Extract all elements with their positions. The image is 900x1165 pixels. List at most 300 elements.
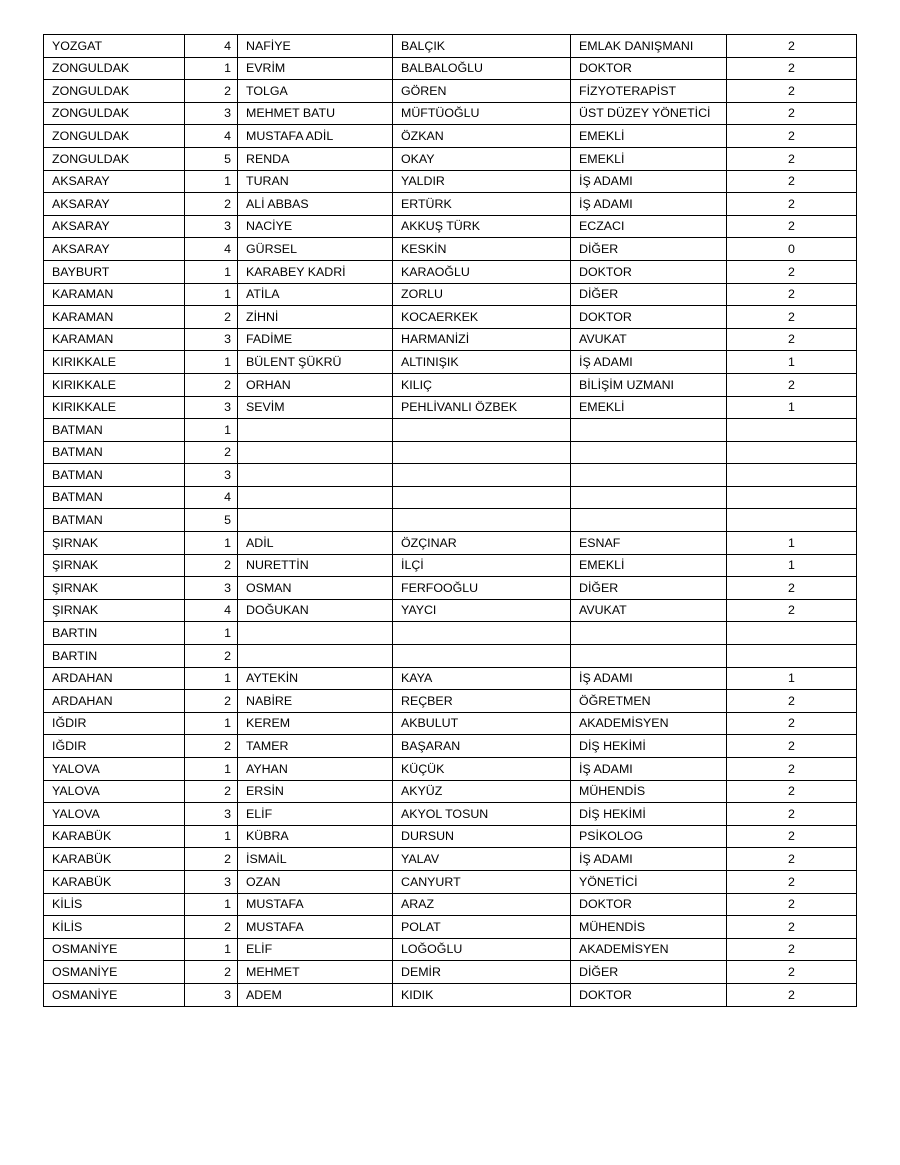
table-row — [44, 419, 857, 442]
table-row — [44, 215, 857, 238]
first-name-cell: NACİYE — [238, 215, 393, 238]
profession-cell: DOKTOR — [571, 57, 727, 80]
profession-cell: ECZACI — [571, 215, 727, 238]
value-cell: 1 — [727, 532, 857, 555]
last-name-cell: CANYURT — [393, 870, 571, 893]
first-name-cell: NAFİYE — [238, 35, 393, 58]
rank-cell: 2 — [185, 848, 238, 871]
last-name-cell — [393, 441, 571, 464]
table-row — [44, 464, 857, 487]
profession-cell: DİĞER — [571, 283, 727, 306]
first-name-cell: ELİF — [238, 803, 393, 826]
table-row — [44, 622, 857, 645]
first-name-cell — [238, 419, 393, 442]
table-row — [44, 351, 857, 374]
value-cell: 2 — [727, 735, 857, 758]
province-cell: YALOVA — [44, 803, 185, 826]
first-name-cell: TOLGA — [238, 80, 393, 103]
first-name-cell: OSMAN — [238, 577, 393, 600]
value-cell: 2 — [727, 57, 857, 80]
profession-cell: EMEKLİ — [571, 554, 727, 577]
province-cell: OSMANİYE — [44, 983, 185, 1006]
rank-cell: 5 — [185, 509, 238, 532]
province-cell: AKSARAY — [44, 238, 185, 261]
profession-cell: İŞ ADAMI — [571, 758, 727, 781]
first-name-cell — [238, 645, 393, 668]
table-row — [44, 328, 857, 351]
last-name-cell: BALBALOĞLU — [393, 57, 571, 80]
table-row — [44, 306, 857, 329]
profession-cell: ÖĞRETMEN — [571, 690, 727, 713]
value-cell: 0 — [727, 238, 857, 261]
last-name-cell: AKKUŞ TÜRK — [393, 215, 571, 238]
rank-cell: 2 — [185, 780, 238, 803]
rank-cell: 1 — [185, 938, 238, 961]
last-name-cell: BAŞARAN — [393, 735, 571, 758]
profession-cell — [571, 486, 727, 509]
table-row — [44, 554, 857, 577]
candidate-table — [43, 34, 857, 1007]
province-cell: ZONGULDAK — [44, 147, 185, 170]
province-cell: BATMAN — [44, 486, 185, 509]
province-cell: KARAMAN — [44, 283, 185, 306]
rank-cell: 3 — [185, 328, 238, 351]
profession-cell: İŞ ADAMI — [571, 848, 727, 871]
table-body — [44, 35, 857, 1007]
province-cell: KARAMAN — [44, 328, 185, 351]
profession-cell — [571, 441, 727, 464]
first-name-cell: EVRİM — [238, 57, 393, 80]
rank-cell: 1 — [185, 893, 238, 916]
value-cell — [727, 464, 857, 487]
rank-cell: 2 — [185, 961, 238, 984]
last-name-cell: LOĞOĞLU — [393, 938, 571, 961]
last-name-cell: KOCAERKEK — [393, 306, 571, 329]
rank-cell: 1 — [185, 758, 238, 781]
value-cell: 2 — [727, 599, 857, 622]
last-name-cell: KÜÇÜK — [393, 758, 571, 781]
profession-cell: EMEKLİ — [571, 147, 727, 170]
last-name-cell: ERTÜRK — [393, 193, 571, 216]
rank-cell: 2 — [185, 554, 238, 577]
profession-cell: PSİKOLOG — [571, 825, 727, 848]
last-name-cell: KAYA — [393, 667, 571, 690]
rank-cell: 4 — [185, 599, 238, 622]
rank-cell: 4 — [185, 486, 238, 509]
value-cell: 2 — [727, 893, 857, 916]
rank-cell: 4 — [185, 35, 238, 58]
first-name-cell: ELİF — [238, 938, 393, 961]
table-row — [44, 193, 857, 216]
province-cell: OSMANİYE — [44, 961, 185, 984]
table-row — [44, 577, 857, 600]
rank-cell: 2 — [185, 645, 238, 668]
first-name-cell: AYHAN — [238, 758, 393, 781]
rank-cell: 3 — [185, 464, 238, 487]
province-cell: ŞIRNAK — [44, 599, 185, 622]
last-name-cell: AKYÜZ — [393, 780, 571, 803]
last-name-cell: MÜFTÜOĞLU — [393, 102, 571, 125]
value-cell: 2 — [727, 35, 857, 58]
last-name-cell: İLÇİ — [393, 554, 571, 577]
first-name-cell: TAMER — [238, 735, 393, 758]
rank-cell: 2 — [185, 373, 238, 396]
table-row — [44, 125, 857, 148]
table-row — [44, 780, 857, 803]
value-cell: 1 — [727, 351, 857, 374]
value-cell: 2 — [727, 983, 857, 1006]
profession-cell: AVUKAT — [571, 599, 727, 622]
value-cell: 2 — [727, 193, 857, 216]
first-name-cell: ORHAN — [238, 373, 393, 396]
first-name-cell: NABİRE — [238, 690, 393, 713]
first-name-cell: TURAN — [238, 170, 393, 193]
rank-cell: 1 — [185, 283, 238, 306]
profession-cell: YÖNETİCİ — [571, 870, 727, 893]
first-name-cell: ADEM — [238, 983, 393, 1006]
table-row — [44, 893, 857, 916]
last-name-cell: KILIÇ — [393, 373, 571, 396]
rank-cell: 1 — [185, 622, 238, 645]
table-row — [44, 735, 857, 758]
profession-cell: MÜHENDİS — [571, 916, 727, 939]
value-cell: 2 — [727, 328, 857, 351]
last-name-cell: KIDIK — [393, 983, 571, 1006]
table-row — [44, 848, 857, 871]
table-row — [44, 102, 857, 125]
rank-cell: 4 — [185, 125, 238, 148]
value-cell: 2 — [727, 961, 857, 984]
profession-cell: AKADEMİSYEN — [571, 938, 727, 961]
last-name-cell — [393, 486, 571, 509]
last-name-cell: KARAOĞLU — [393, 260, 571, 283]
province-cell: AKSARAY — [44, 193, 185, 216]
last-name-cell: KESKİN — [393, 238, 571, 261]
value-cell — [727, 486, 857, 509]
value-cell — [727, 419, 857, 442]
province-cell: BATMAN — [44, 441, 185, 464]
province-cell: BATMAN — [44, 419, 185, 442]
first-name-cell: ZİHNİ — [238, 306, 393, 329]
table-row — [44, 373, 857, 396]
profession-cell: FİZYOTERAPİST — [571, 80, 727, 103]
profession-cell: BİLİŞİM UZMANI — [571, 373, 727, 396]
value-cell: 1 — [727, 554, 857, 577]
rank-cell: 1 — [185, 825, 238, 848]
value-cell: 2 — [727, 848, 857, 871]
value-cell: 2 — [727, 916, 857, 939]
province-cell: BAYBURT — [44, 260, 185, 283]
first-name-cell: ERSİN — [238, 780, 393, 803]
rank-cell: 3 — [185, 396, 238, 419]
table-row — [44, 961, 857, 984]
first-name-cell: KEREM — [238, 712, 393, 735]
value-cell: 2 — [727, 260, 857, 283]
province-cell: KIRIKKALE — [44, 351, 185, 374]
rank-cell: 2 — [185, 441, 238, 464]
value-cell: 2 — [727, 215, 857, 238]
value-cell: 2 — [727, 870, 857, 893]
table-row — [44, 803, 857, 826]
profession-cell: DİĞER — [571, 577, 727, 600]
first-name-cell: İSMAİL — [238, 848, 393, 871]
profession-cell: DİĞER — [571, 238, 727, 261]
rank-cell: 1 — [185, 351, 238, 374]
last-name-cell: AKBULUT — [393, 712, 571, 735]
profession-cell: DOKTOR — [571, 983, 727, 1006]
last-name-cell: ARAZ — [393, 893, 571, 916]
last-name-cell: POLAT — [393, 916, 571, 939]
first-name-cell: NURETTİN — [238, 554, 393, 577]
value-cell: 1 — [727, 667, 857, 690]
table-row — [44, 667, 857, 690]
last-name-cell — [393, 509, 571, 532]
rank-cell: 3 — [185, 577, 238, 600]
rank-cell: 2 — [185, 916, 238, 939]
rank-cell: 2 — [185, 735, 238, 758]
table-row — [44, 170, 857, 193]
first-name-cell — [238, 464, 393, 487]
value-cell: 2 — [727, 283, 857, 306]
profession-cell — [571, 622, 727, 645]
first-name-cell: MUSTAFA ADİL — [238, 125, 393, 148]
first-name-cell: ALİ ABBAS — [238, 193, 393, 216]
last-name-cell: YALDIR — [393, 170, 571, 193]
table-row — [44, 916, 857, 939]
value-cell — [727, 645, 857, 668]
table-row — [44, 80, 857, 103]
profession-cell — [571, 419, 727, 442]
value-cell: 2 — [727, 125, 857, 148]
province-cell: ŞIRNAK — [44, 532, 185, 555]
document-page — [43, 34, 857, 1007]
last-name-cell: AKYOL TOSUN — [393, 803, 571, 826]
first-name-cell: AYTEKİN — [238, 667, 393, 690]
province-cell: KIRIKKALE — [44, 396, 185, 419]
province-cell: BATMAN — [44, 464, 185, 487]
value-cell: 2 — [727, 938, 857, 961]
last-name-cell — [393, 464, 571, 487]
value-cell: 2 — [727, 803, 857, 826]
profession-cell: DİŞ HEKİMİ — [571, 803, 727, 826]
profession-cell: ESNAF — [571, 532, 727, 555]
profession-cell — [571, 645, 727, 668]
table-row — [44, 983, 857, 1006]
first-name-cell — [238, 509, 393, 532]
table-row — [44, 938, 857, 961]
profession-cell: İŞ ADAMI — [571, 351, 727, 374]
rank-cell: 2 — [185, 80, 238, 103]
province-cell: ARDAHAN — [44, 690, 185, 713]
value-cell: 2 — [727, 306, 857, 329]
rank-cell: 1 — [185, 260, 238, 283]
first-name-cell: DOĞUKAN — [238, 599, 393, 622]
province-cell: ŞIRNAK — [44, 577, 185, 600]
profession-cell — [571, 464, 727, 487]
province-cell: BARTIN — [44, 645, 185, 668]
province-cell: BARTIN — [44, 622, 185, 645]
rank-cell: 4 — [185, 238, 238, 261]
table-row — [44, 147, 857, 170]
rank-cell: 1 — [185, 57, 238, 80]
rank-cell: 1 — [185, 532, 238, 555]
profession-cell: EMLAK DANIŞMANI — [571, 35, 727, 58]
rank-cell: 1 — [185, 712, 238, 735]
profession-cell: AVUKAT — [571, 328, 727, 351]
value-cell: 2 — [727, 712, 857, 735]
rank-cell: 2 — [185, 690, 238, 713]
province-cell: KARABÜK — [44, 825, 185, 848]
province-cell: OSMANİYE — [44, 938, 185, 961]
value-cell: 2 — [727, 758, 857, 781]
last-name-cell: HARMANİZİ — [393, 328, 571, 351]
profession-cell: EMEKLİ — [571, 125, 727, 148]
profession-cell: İŞ ADAMI — [571, 170, 727, 193]
table-row — [44, 758, 857, 781]
value-cell — [727, 509, 857, 532]
first-name-cell: BÜLENT ŞÜKRÜ — [238, 351, 393, 374]
first-name-cell: MUSTAFA — [238, 916, 393, 939]
table-row — [44, 260, 857, 283]
value-cell: 1 — [727, 396, 857, 419]
rank-cell: 1 — [185, 419, 238, 442]
table-row — [44, 396, 857, 419]
value-cell — [727, 441, 857, 464]
province-cell: KARABÜK — [44, 870, 185, 893]
first-name-cell: SEVİM — [238, 396, 393, 419]
last-name-cell: FERFOOĞLU — [393, 577, 571, 600]
first-name-cell: KARABEY KADRİ — [238, 260, 393, 283]
province-cell: ZONGULDAK — [44, 57, 185, 80]
value-cell: 2 — [727, 102, 857, 125]
value-cell: 2 — [727, 577, 857, 600]
last-name-cell: ÖZKAN — [393, 125, 571, 148]
table-row — [44, 509, 857, 532]
table-row — [44, 825, 857, 848]
table-row — [44, 35, 857, 58]
value-cell: 2 — [727, 80, 857, 103]
first-name-cell — [238, 622, 393, 645]
rank-cell: 3 — [185, 870, 238, 893]
table-row — [44, 283, 857, 306]
rank-cell: 5 — [185, 147, 238, 170]
table-row — [44, 532, 857, 555]
table-row — [44, 712, 857, 735]
value-cell: 2 — [727, 170, 857, 193]
last-name-cell: BALÇIK — [393, 35, 571, 58]
table-row — [44, 441, 857, 464]
value-cell: 2 — [727, 373, 857, 396]
province-cell: KARABÜK — [44, 848, 185, 871]
table-row — [44, 238, 857, 261]
profession-cell: DİŞ HEKİMİ — [571, 735, 727, 758]
profession-cell: DOKTOR — [571, 306, 727, 329]
province-cell: ZONGULDAK — [44, 80, 185, 103]
last-name-cell: ZORLU — [393, 283, 571, 306]
profession-cell: ÜST DÜZEY YÖNETİCİ — [571, 102, 727, 125]
rank-cell: 3 — [185, 983, 238, 1006]
first-name-cell: ADİL — [238, 532, 393, 555]
province-cell: KARAMAN — [44, 306, 185, 329]
province-cell: BATMAN — [44, 509, 185, 532]
value-cell — [727, 622, 857, 645]
province-cell: YALOVA — [44, 758, 185, 781]
province-cell: IĞDIR — [44, 712, 185, 735]
profession-cell: İŞ ADAMI — [571, 193, 727, 216]
profession-cell: AKADEMİSYEN — [571, 712, 727, 735]
value-cell: 2 — [727, 825, 857, 848]
last-name-cell: DURSUN — [393, 825, 571, 848]
rank-cell: 1 — [185, 667, 238, 690]
first-name-cell: FADİME — [238, 328, 393, 351]
rank-cell: 1 — [185, 170, 238, 193]
province-cell: ZONGULDAK — [44, 125, 185, 148]
first-name-cell — [238, 486, 393, 509]
province-cell: AKSARAY — [44, 215, 185, 238]
first-name-cell: OZAN — [238, 870, 393, 893]
last-name-cell: REÇBER — [393, 690, 571, 713]
first-name-cell: MEHMET BATU — [238, 102, 393, 125]
last-name-cell: YALAV — [393, 848, 571, 871]
last-name-cell — [393, 419, 571, 442]
province-cell: ZONGULDAK — [44, 102, 185, 125]
first-name-cell: ATİLA — [238, 283, 393, 306]
province-cell: KİLİS — [44, 893, 185, 916]
profession-cell: DOKTOR — [571, 893, 727, 916]
province-cell: YOZGAT — [44, 35, 185, 58]
last-name-cell — [393, 645, 571, 668]
last-name-cell: OKAY — [393, 147, 571, 170]
table-row — [44, 645, 857, 668]
table-row — [44, 870, 857, 893]
first-name-cell: KÜBRA — [238, 825, 393, 848]
profession-cell: DOKTOR — [571, 260, 727, 283]
profession-cell — [571, 509, 727, 532]
table-row — [44, 690, 857, 713]
last-name-cell: GÖREN — [393, 80, 571, 103]
first-name-cell — [238, 441, 393, 464]
last-name-cell: YAYCI — [393, 599, 571, 622]
first-name-cell: RENDA — [238, 147, 393, 170]
province-cell: AKSARAY — [44, 170, 185, 193]
profession-cell: İŞ ADAMI — [571, 667, 727, 690]
value-cell: 2 — [727, 780, 857, 803]
rank-cell: 3 — [185, 803, 238, 826]
profession-cell: MÜHENDİS — [571, 780, 727, 803]
province-cell: KİLİS — [44, 916, 185, 939]
table-row — [44, 599, 857, 622]
rank-cell: 2 — [185, 193, 238, 216]
first-name-cell: MUSTAFA — [238, 893, 393, 916]
province-cell: ARDAHAN — [44, 667, 185, 690]
last-name-cell: DEMİR — [393, 961, 571, 984]
last-name-cell — [393, 622, 571, 645]
province-cell: IĞDIR — [44, 735, 185, 758]
first-name-cell: MEHMET — [238, 961, 393, 984]
rank-cell: 2 — [185, 306, 238, 329]
profession-cell: EMEKLİ — [571, 396, 727, 419]
last-name-cell: ALTINIŞIK — [393, 351, 571, 374]
last-name-cell: ÖZÇINAR — [393, 532, 571, 555]
rank-cell: 3 — [185, 102, 238, 125]
rank-cell: 3 — [185, 215, 238, 238]
last-name-cell: PEHLİVANLI ÖZBEK — [393, 396, 571, 419]
table-row — [44, 486, 857, 509]
value-cell: 2 — [727, 147, 857, 170]
first-name-cell: GÜRSEL — [238, 238, 393, 261]
profession-cell: DİĞER — [571, 961, 727, 984]
province-cell: KIRIKKALE — [44, 373, 185, 396]
